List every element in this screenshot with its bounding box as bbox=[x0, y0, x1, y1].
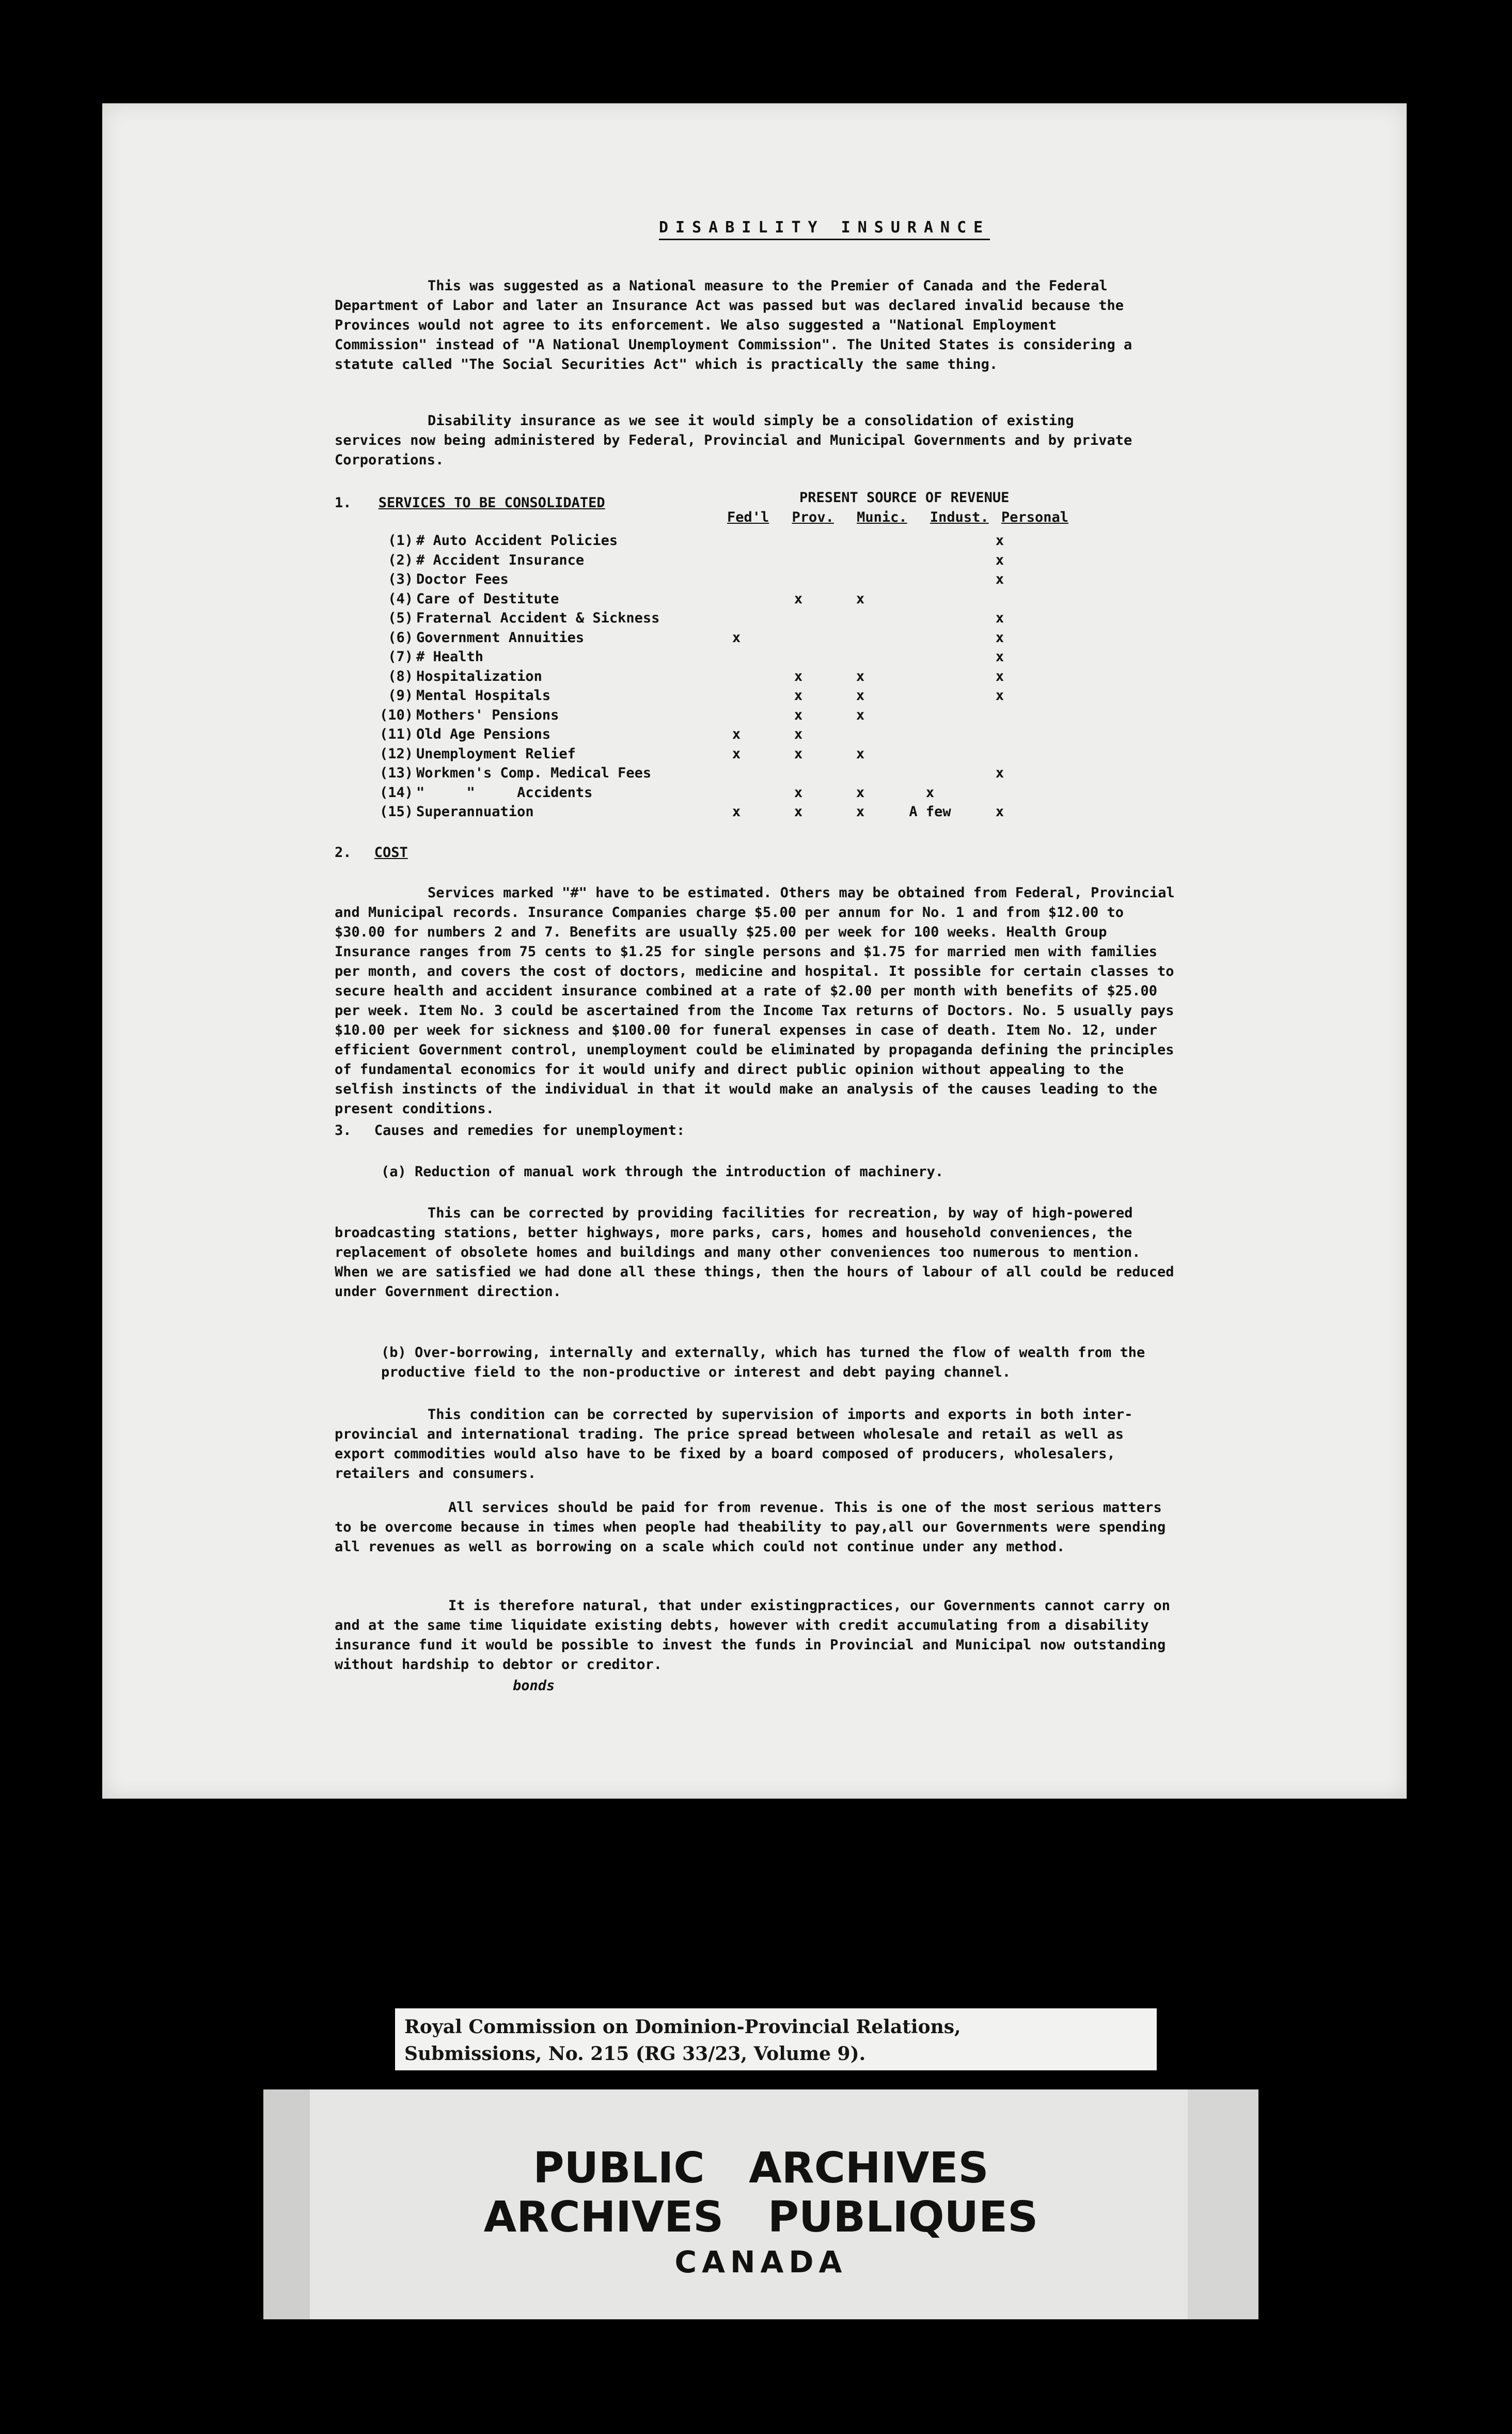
handwritten-insertion: bonds bbox=[513, 1678, 555, 1694]
col-munic: Munic. bbox=[857, 509, 907, 525]
table-row bbox=[355, 628, 1031, 648]
revenue-mark: x bbox=[995, 804, 1004, 820]
revenue-mark bbox=[891, 551, 969, 570]
revenue-mark: A few bbox=[909, 804, 951, 820]
revenue-mark bbox=[705, 570, 767, 589]
revenue-mark: x bbox=[995, 649, 1004, 665]
revenue-mark: x bbox=[856, 707, 865, 723]
table-row bbox=[355, 570, 1031, 589]
revenue-mark bbox=[829, 531, 891, 551]
intro-paragraph-2: Disability insurance as we see it would simply be a consolidation of existing services now being administered by Federal, Provincial and Municipal Governments and by private Corporations. bbox=[335, 413, 1132, 468]
revenue-heading: PRESENT SOURCE OF REVENUE bbox=[799, 490, 1010, 506]
row-number: (12) bbox=[379, 745, 413, 762]
service-name: Mental Hospitals bbox=[416, 688, 551, 704]
revenue-mark: x bbox=[995, 571, 1004, 587]
row-number: (1) bbox=[388, 533, 413, 549]
col-indust: Indust. bbox=[930, 509, 989, 525]
revenue-mark: x bbox=[856, 784, 865, 801]
cost-paragraph: Services marked "#" have to be estimated. Others may be obtained from Federal, Provincial and Municipal records. Insurance Companies charge $5.00 per annum for No. 1 and from $12.00 to $30.00 for numbers 2 and 7. Benefits are usually $25.00 per week for 100 weeks. Health Group Insurance ranges from 75 cents to $1.25 for single persons and $1.75 for married men with families per month, and covers the cost of doctors, medicine and hospital. It possible for certain classes to secure health and accident insurance combined at a rate of $2.00 per month with benefits of $25.00 per week. Item No. 3 could be ascertained from the Income Tax returns of Doctors. No. 5 usually pays $10.00 per week for sickness and $100.00 for funeral expenses in case of death. Item No. 12, under efficient Government control, unemployment could be eliminated by propaganda defining the principles of fundamental economics for it would unify and direct public opinion without appealing to the selfish instincts of the individual in that it would make an analysis of the causes leading to the present conditions. bbox=[335, 885, 1175, 1117]
revenue-mark bbox=[705, 608, 767, 628]
section-3-title: Causes and remedies for unemployment: bbox=[374, 1122, 685, 1138]
revenue-mark bbox=[705, 763, 767, 783]
revenue-mark bbox=[829, 628, 891, 648]
table-row bbox=[355, 783, 1031, 803]
revenue-mark: x bbox=[995, 688, 1004, 704]
revenue-mark: x bbox=[794, 804, 803, 820]
archives-stamp bbox=[263, 2089, 1258, 2319]
revenue-mark: x bbox=[732, 804, 741, 820]
revenue-mark bbox=[969, 783, 1031, 803]
col-prov: Prov. bbox=[792, 509, 834, 525]
revenue-mark bbox=[891, 570, 969, 589]
revenue-mark bbox=[705, 647, 767, 667]
table-row bbox=[355, 686, 1031, 706]
section-2-heading bbox=[335, 843, 408, 863]
row-number: (2) bbox=[388, 552, 413, 568]
service-name: Old Age Pensions bbox=[416, 726, 551, 742]
row-number: (15) bbox=[379, 804, 413, 820]
section-2-title: COST bbox=[374, 845, 408, 861]
revenue-mark bbox=[767, 570, 829, 589]
row-number: (14) bbox=[379, 784, 413, 801]
revenue-mark bbox=[705, 783, 767, 803]
revenue-mark: x bbox=[794, 707, 803, 723]
revenue-paragraph: All services should be paid for from revenue. This is one of the most serious matters to be overcome because in times when people had theability to pay,all our Governments were spending all revenues as well as borrowing on a scale which could not continue under any method. bbox=[335, 1500, 1166, 1555]
stamp-line-3: CANADA bbox=[674, 2244, 847, 2280]
row-number: (3) bbox=[388, 571, 413, 587]
document-title: DISABILITY INSURANCE bbox=[659, 218, 990, 240]
revenue-mark: x bbox=[732, 745, 741, 762]
revenue-mark: x bbox=[794, 745, 803, 762]
section-3-number: 3. bbox=[335, 1122, 352, 1138]
revenue-mark bbox=[829, 570, 891, 589]
revenue-mark bbox=[969, 744, 1031, 764]
service-name: Care of Destitute bbox=[416, 590, 559, 607]
revenue-mark bbox=[829, 647, 891, 667]
revenue-mark: x bbox=[995, 765, 1004, 781]
revenue-mark bbox=[705, 686, 767, 706]
revenue-mark: x bbox=[856, 745, 865, 762]
revenue-mark: x bbox=[794, 688, 803, 704]
table-row bbox=[355, 531, 1031, 551]
table-row bbox=[355, 667, 1031, 686]
revenue-mark: x bbox=[995, 629, 1004, 646]
revenue-mark: x bbox=[995, 552, 1004, 568]
archive-reference-line-2: Submissions, No. 215 (RG 33/23, Volume 9). bbox=[404, 2043, 866, 2065]
remedy-b: This condition can be corrected by supervision of imports and exports in both inter-provincial and international trading. The price spread between wholesale and retail as well as export commodities would also have to be fixed by a board composed of producers, wholesalers, retailers and consumers. bbox=[335, 1407, 1133, 1481]
revenue-mark bbox=[891, 706, 969, 725]
section-2-number: 2. bbox=[335, 845, 352, 861]
revenue-mark: x bbox=[732, 726, 741, 742]
cause-a: (a) Reduction of manual work through the introduction of machinery. bbox=[381, 1164, 944, 1180]
document-page bbox=[102, 103, 1407, 1799]
revenue-mark bbox=[829, 608, 891, 628]
service-name: Fraternal Accident & Sickness bbox=[416, 610, 660, 626]
revenue-mark bbox=[891, 744, 969, 764]
revenue-mark: x bbox=[856, 590, 865, 607]
revenue-mark bbox=[767, 551, 829, 570]
revenue-mark: x bbox=[732, 629, 741, 646]
revenue-mark bbox=[891, 763, 969, 783]
revenue-mark bbox=[829, 725, 891, 744]
col-personal: Personal bbox=[1001, 509, 1069, 525]
row-number: (13) bbox=[379, 765, 413, 781]
row-number: (7) bbox=[388, 649, 413, 665]
section-3-heading bbox=[335, 1121, 685, 1141]
archive-reference-label bbox=[395, 2008, 1157, 2070]
stamp-line-2: ARCHIVES PUBLIQUES bbox=[483, 2193, 1038, 2242]
revenue-mark: x bbox=[794, 726, 803, 742]
archive-reference-line-1: Royal Commission on Dominion-Provincial Relations, bbox=[404, 2016, 961, 2038]
row-number: (5) bbox=[388, 610, 413, 626]
table-row bbox=[355, 706, 1031, 725]
service-name: Unemployment Relief bbox=[416, 745, 576, 762]
row-number: (9) bbox=[388, 688, 413, 704]
row-number: (11) bbox=[379, 726, 413, 742]
service-name: Mothers' Pensions bbox=[416, 707, 559, 723]
revenue-mark bbox=[767, 647, 829, 667]
revenue-mark: x bbox=[995, 668, 1004, 684]
revenue-mark: x bbox=[856, 668, 865, 684]
table-row bbox=[355, 763, 1031, 783]
service-name: Superannuation bbox=[416, 804, 534, 820]
table-row bbox=[355, 744, 1031, 764]
revenue-mark: x bbox=[925, 784, 935, 801]
revenue-mark: x bbox=[995, 533, 1004, 549]
revenue-column-headers bbox=[727, 508, 1068, 527]
revenue-mark bbox=[767, 628, 829, 648]
stamp-line-1: PUBLIC ARCHIVES bbox=[533, 2144, 989, 2193]
service-name: Hospitalization bbox=[416, 668, 542, 684]
revenue-mark bbox=[891, 686, 969, 706]
intro-paragraph-1: This was suggested as a National measure to the Premier of Canada and the Federal Department of Labor and later an Insurance Act was passed but was declared invalid because the Provinces would not agree to its enforcement. We also suggested a "National Employment Commission" instead of "A National Unemployment Commission". The United States is considering a statute called "The Social Securities Act" which is practically the same thing. bbox=[335, 278, 1132, 372]
service-name: Workmen's Comp. Medical Fees bbox=[416, 765, 652, 781]
revenue-mark bbox=[891, 647, 969, 667]
revenue-mark: x bbox=[856, 804, 865, 820]
table-row bbox=[355, 802, 1031, 822]
revenue-mark bbox=[705, 706, 767, 725]
revenue-mark bbox=[705, 589, 767, 609]
revenue-mark: x bbox=[856, 688, 865, 704]
revenue-mark bbox=[969, 706, 1031, 725]
revenue-mark: x bbox=[794, 784, 803, 801]
table-row bbox=[355, 647, 1031, 667]
revenue-mark bbox=[767, 608, 829, 628]
revenue-mark bbox=[891, 589, 969, 609]
revenue-mark bbox=[705, 531, 767, 551]
revenue-mark bbox=[969, 589, 1031, 609]
section-1-number: 1. bbox=[335, 495, 352, 511]
revenue-mark bbox=[829, 551, 891, 570]
service-name: " " Accidents bbox=[416, 784, 593, 801]
table-row bbox=[355, 725, 1031, 744]
service-name: # Health bbox=[416, 649, 484, 665]
revenue-mark: x bbox=[794, 668, 803, 684]
revenue-mark bbox=[891, 667, 969, 686]
revenue-mark: x bbox=[794, 590, 803, 607]
revenue-mark bbox=[829, 763, 891, 783]
revenue-mark bbox=[891, 531, 969, 551]
revenue-mark bbox=[767, 531, 829, 551]
table-row bbox=[355, 551, 1031, 570]
row-number: (6) bbox=[388, 629, 413, 646]
row-number: (4) bbox=[388, 590, 413, 607]
revenue-mark bbox=[891, 628, 969, 648]
col-fedl: Fed'l bbox=[727, 509, 769, 525]
conclusion-paragraph: It is therefore natural, that under existingpractices, our Governments cannot carry on and at the same time liquidate existing debts, however with credit accumulating from a disability insurance fund it would be possible to invest the funds in Provincial and Municipal now outstanding without hardship to debtor or creditor. bbox=[335, 1598, 1170, 1673]
revenue-mark bbox=[705, 551, 767, 570]
services-table bbox=[355, 531, 1031, 822]
service-name: # Auto Accident Policies bbox=[416, 533, 618, 549]
row-number: (10) bbox=[379, 707, 413, 723]
stamp-fold-right bbox=[1188, 2089, 1258, 2319]
table-row bbox=[355, 608, 1031, 628]
section-1-title: SERVICES TO BE CONSOLIDATED bbox=[378, 495, 605, 511]
section-1-heading bbox=[335, 493, 605, 513]
revenue-mark: x bbox=[995, 610, 1004, 626]
remedy-a: This can be corrected by providing facilities for recreation, by way of high-powered broadcasting stations, better highways, more parks, cars, homes and household conveniences, the replacement of obsolete homes and buildings and many other conveniences too numerous to mention. When we are satisfied we had done all these things, then the hours of labour of all could be reduced under Government direction. bbox=[335, 1205, 1174, 1300]
row-number: (8) bbox=[388, 668, 413, 684]
revenue-mark bbox=[891, 725, 969, 744]
revenue-mark bbox=[969, 725, 1031, 744]
revenue-mark bbox=[767, 763, 829, 783]
service-name: Government Annuities bbox=[416, 629, 585, 646]
stamp-fold-left bbox=[263, 2089, 310, 2319]
service-name: Doctor Fees bbox=[416, 571, 509, 587]
service-name: # Accident Insurance bbox=[416, 552, 585, 568]
revenue-mark bbox=[705, 667, 767, 686]
cause-b: (b) Over-borrowing, internally and externally, which has turned the flow of wealth from the productive field to the non-productive or interest and debt paying channel. bbox=[381, 1345, 1145, 1380]
revenue-mark bbox=[891, 608, 969, 628]
table-row bbox=[355, 589, 1031, 609]
